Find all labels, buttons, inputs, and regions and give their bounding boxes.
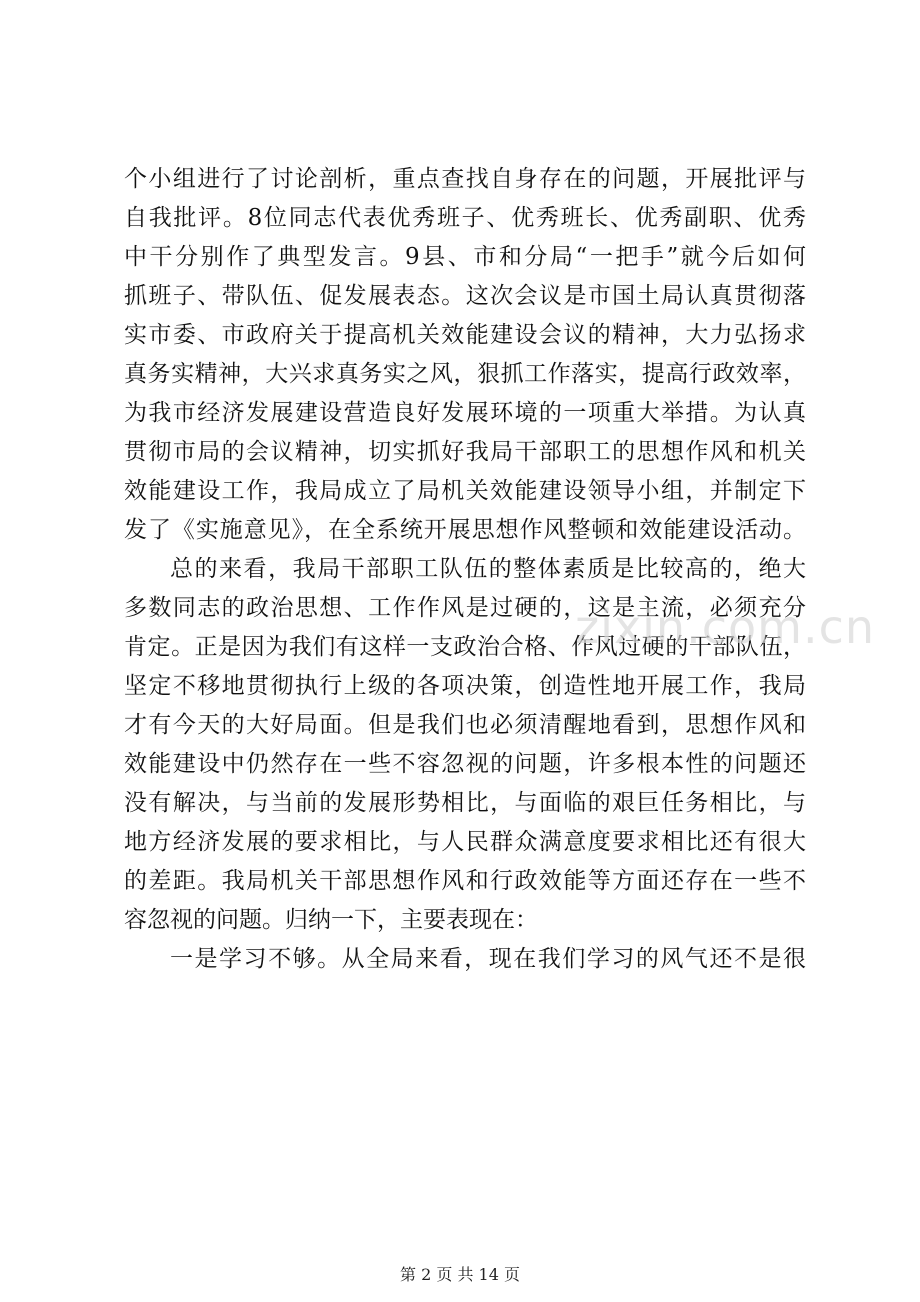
page-footer xyxy=(0,1262,920,1285)
text-line: 没有解决，与当前的发展形势相比，与面临的艰巨任务相比，与 xyxy=(124,790,806,816)
text-line: 的差距。我局机关干部思想作风和行政效能等方面还存在一些不 xyxy=(124,868,806,894)
page-number: 第 2 页 共 14 页 xyxy=(400,1265,520,1284)
text-line: 贯彻市局的会议精神，切实抓好我局干部职工的思想作风和机关 xyxy=(124,439,806,465)
text-line: 个小组进行了讨论剖析，重点查找自身存在的问题，开展批评与 xyxy=(124,166,806,192)
text-line: 真务实精神，大兴求真务实之风，狠抓工作落实，提高行政效率， xyxy=(124,361,806,387)
text-line: 效能建设工作，我局成立了局机关效能建设领导小组，并制定下 xyxy=(124,478,806,504)
text-line: 自我批评。8位同志代表优秀班子、优秀班长、优秀副职、优秀 xyxy=(124,205,806,231)
body-text xyxy=(124,160,806,979)
text-line: 肯定。正是因为我们有这样一支政治合格、作风过硬的干部队伍， xyxy=(124,634,806,660)
text-line: 抓班子、带队伍、促发展表态。这次会议是市国土局认真贯彻落 xyxy=(124,283,806,309)
paragraph-start-line: 一是学习不够。从全局来看，现在我们学习的风气还不是很 xyxy=(170,946,806,972)
text-line: 多数同志的政治思想、工作作风是过硬的，这是主流，必须充分 xyxy=(124,595,806,621)
text-line: 才有今天的大好局面。但是我们也必须清醒地看到，思想作风和 xyxy=(124,712,806,738)
paragraph-end-line: 容忽视的问题。归纳一下，主要表现在： xyxy=(124,907,538,933)
text-line: 效能建设中仍然存在一些不容忽视的问题，许多根本性的问题还 xyxy=(124,751,806,777)
text-line: 中干分别作了典型发言。9县、市和分局“一把手”就今后如何 xyxy=(124,244,806,270)
text-line: 发了《实施意见》，在全系统开展思想作风整顿和效能建设活动。 xyxy=(124,517,806,543)
text-line: 坚定不移地贯彻执行上级的各项决策，创造性地开展工作，我局 xyxy=(124,673,806,699)
text-line: 为我市经济发展建设营造良好发展环境的一项重大举措。为认真 xyxy=(124,400,806,426)
paragraph-start-line: 总的来看，我局干部职工队伍的整体素质是比较高的，绝大 xyxy=(170,556,806,582)
text-line: 实市委、市政府关于提高机关效能建设会议的精神，大力弘扬求 xyxy=(124,322,806,348)
text-line: 地方经济发展的要求相比，与人民群众满意度要求相比还有很大 xyxy=(124,829,806,855)
watermark: zixin.com.cn xyxy=(575,600,876,654)
